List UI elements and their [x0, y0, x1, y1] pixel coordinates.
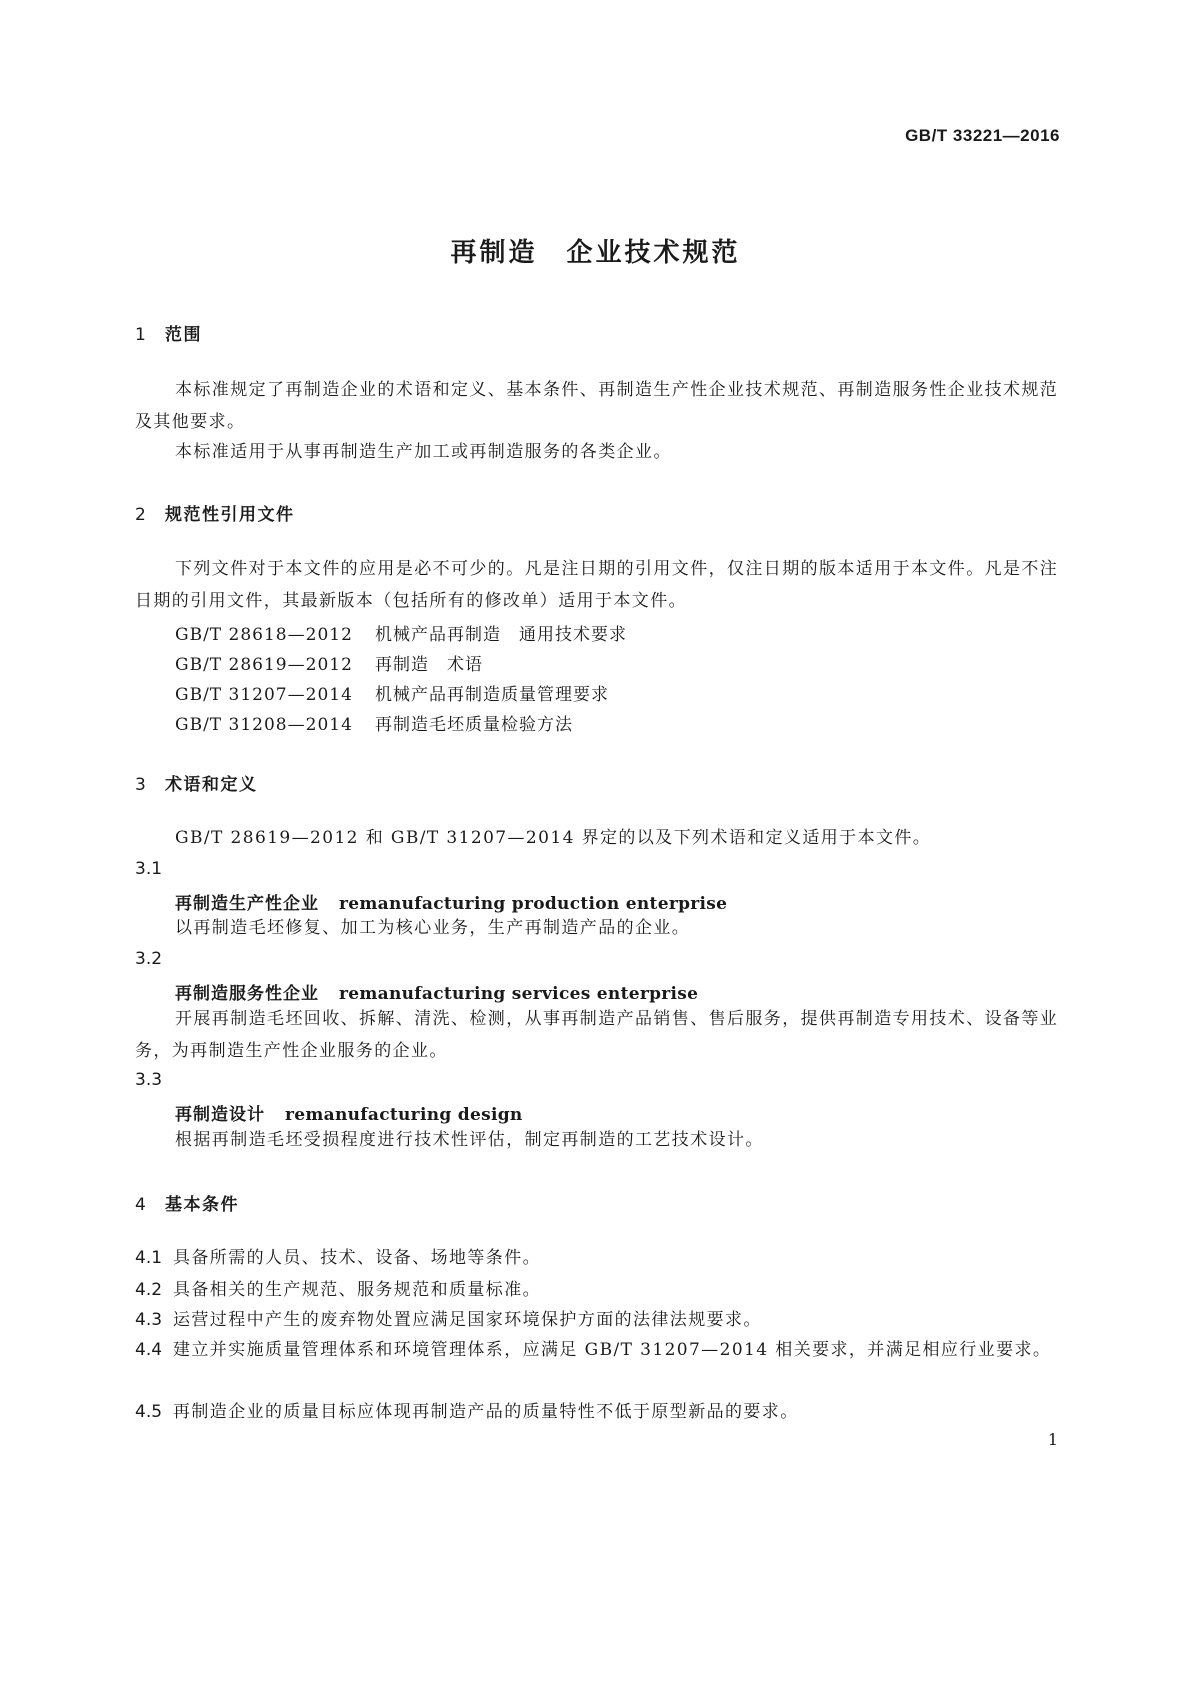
condition-item: [135, 1334, 1065, 1366]
section-number: 3: [135, 775, 148, 795]
reference-code: GB/T 31208—2014: [175, 715, 353, 735]
condition-item: [135, 1304, 1065, 1336]
terms-intro: GB/T 28619—2012 和 GB/T 31207—2014 界定的以及下列术语和定义适用于本文件。: [175, 828, 932, 848]
section-1-heading: [135, 320, 202, 345]
term-definition: 以再制造毛坯修复、加工为核心业务，生产再制造产品的企业。: [175, 918, 691, 938]
term-cn: 再制造服务性企业: [175, 984, 319, 1004]
item-number: 4.1: [135, 1248, 163, 1268]
reference-name: 再制造 术语: [375, 655, 483, 675]
reference-name: 机械产品再制造 通用技术要求: [375, 625, 627, 645]
section-number: 1: [135, 325, 148, 345]
term-heading: [175, 889, 727, 914]
item-text: 建立并实施质量管理体系和环境管理体系，应满足 GB/T 31207—2014 相关要求，并满足相应行业要求。: [173, 1340, 1052, 1360]
item-number: 4.5: [135, 1402, 163, 1422]
section-title: 范围: [165, 325, 202, 345]
reference-item: [175, 620, 627, 645]
reference-code: GB/T 28619—2012: [175, 655, 353, 675]
term-number: 3.3: [135, 1070, 163, 1090]
section-2-heading: [135, 500, 295, 525]
condition-item: [135, 1274, 1065, 1306]
term-cn: 再制造生产性企业: [175, 894, 319, 914]
item-text: 再制造企业的质量目标应体现再制造产品的质量特性不低于原型新品的要求。: [173, 1402, 799, 1422]
item-text: 具备所需的人员、技术、设备、场地等条件。: [173, 1248, 541, 1268]
item-number: 4.2: [135, 1280, 163, 1300]
section-number: 2: [135, 505, 148, 525]
item-text: 具备相关的生产规范、服务规范和质量标准。: [173, 1280, 541, 1300]
scope-paragraph-1: 本标准规定了再制造企业的术语和定义、基本条件、再制造生产性企业技术规范、再制造服务性企业技术规范及其他要求。: [135, 380, 1059, 432]
term-en: remanufacturing design: [285, 1105, 523, 1125]
term-heading: [175, 979, 698, 1004]
section-title: 基本条件: [165, 1195, 239, 1215]
term-heading: [175, 1100, 523, 1125]
term-cn: 再制造设计: [175, 1105, 265, 1125]
section-title: 术语和定义: [165, 775, 258, 795]
item-number: 4.4: [135, 1340, 163, 1360]
term-en: remanufacturing production enterprise: [339, 894, 728, 914]
term-number: 3.1: [135, 859, 163, 879]
section-3-heading: [135, 770, 258, 795]
scope-paragraph-2: 本标准适用于从事再制造生产加工或再制造服务的各类企业。: [175, 442, 672, 462]
standard-code: GB/T 33221—2016: [905, 126, 1060, 145]
term-definition: 根据再制造毛坯受损程度进行技术性评估，制定再制造的工艺技术设计。: [175, 1130, 764, 1150]
condition-item: [135, 1242, 1065, 1274]
reference-code: GB/T 28618—2012: [175, 625, 353, 645]
reference-item: [175, 710, 573, 735]
condition-item: [135, 1396, 1065, 1428]
page-number: 1: [1047, 1430, 1058, 1449]
document-title: 再制造 企业技术规范: [450, 238, 741, 268]
reference-item: [175, 650, 483, 675]
term-definition: 开展再制造毛坯回收、拆解、清洗、检测，从事再制造产品销售、售后服务，提供再制造专用技术、设备等业务，为再制造生产性企业服务的企业。: [135, 1009, 1059, 1061]
item-text: 运营过程中产生的废弃物处置应满足国家环境保护方面的法律法规要求。: [173, 1310, 762, 1330]
section-number: 4: [135, 1195, 148, 1215]
reference-item: [175, 680, 609, 705]
references-intro: 下列文件对于本文件的应用是必不可少的。凡是注日期的引用文件，仅注日期的版本适用于本文件。凡是不注日期的引用文件，其最新版本（包括所有的修改单）适用于本文件。: [135, 559, 1059, 611]
reference-code: GB/T 31207—2014: [175, 685, 353, 705]
section-4-heading: [135, 1190, 239, 1215]
term-en: remanufacturing services enterprise: [339, 984, 699, 1004]
reference-name: 机械产品再制造质量管理要求: [375, 685, 609, 705]
item-number: 4.3: [135, 1310, 163, 1330]
term-number: 3.2: [135, 949, 163, 969]
section-title: 规范性引用文件: [165, 505, 295, 525]
reference-name: 再制造毛坯质量检验方法: [375, 715, 573, 735]
